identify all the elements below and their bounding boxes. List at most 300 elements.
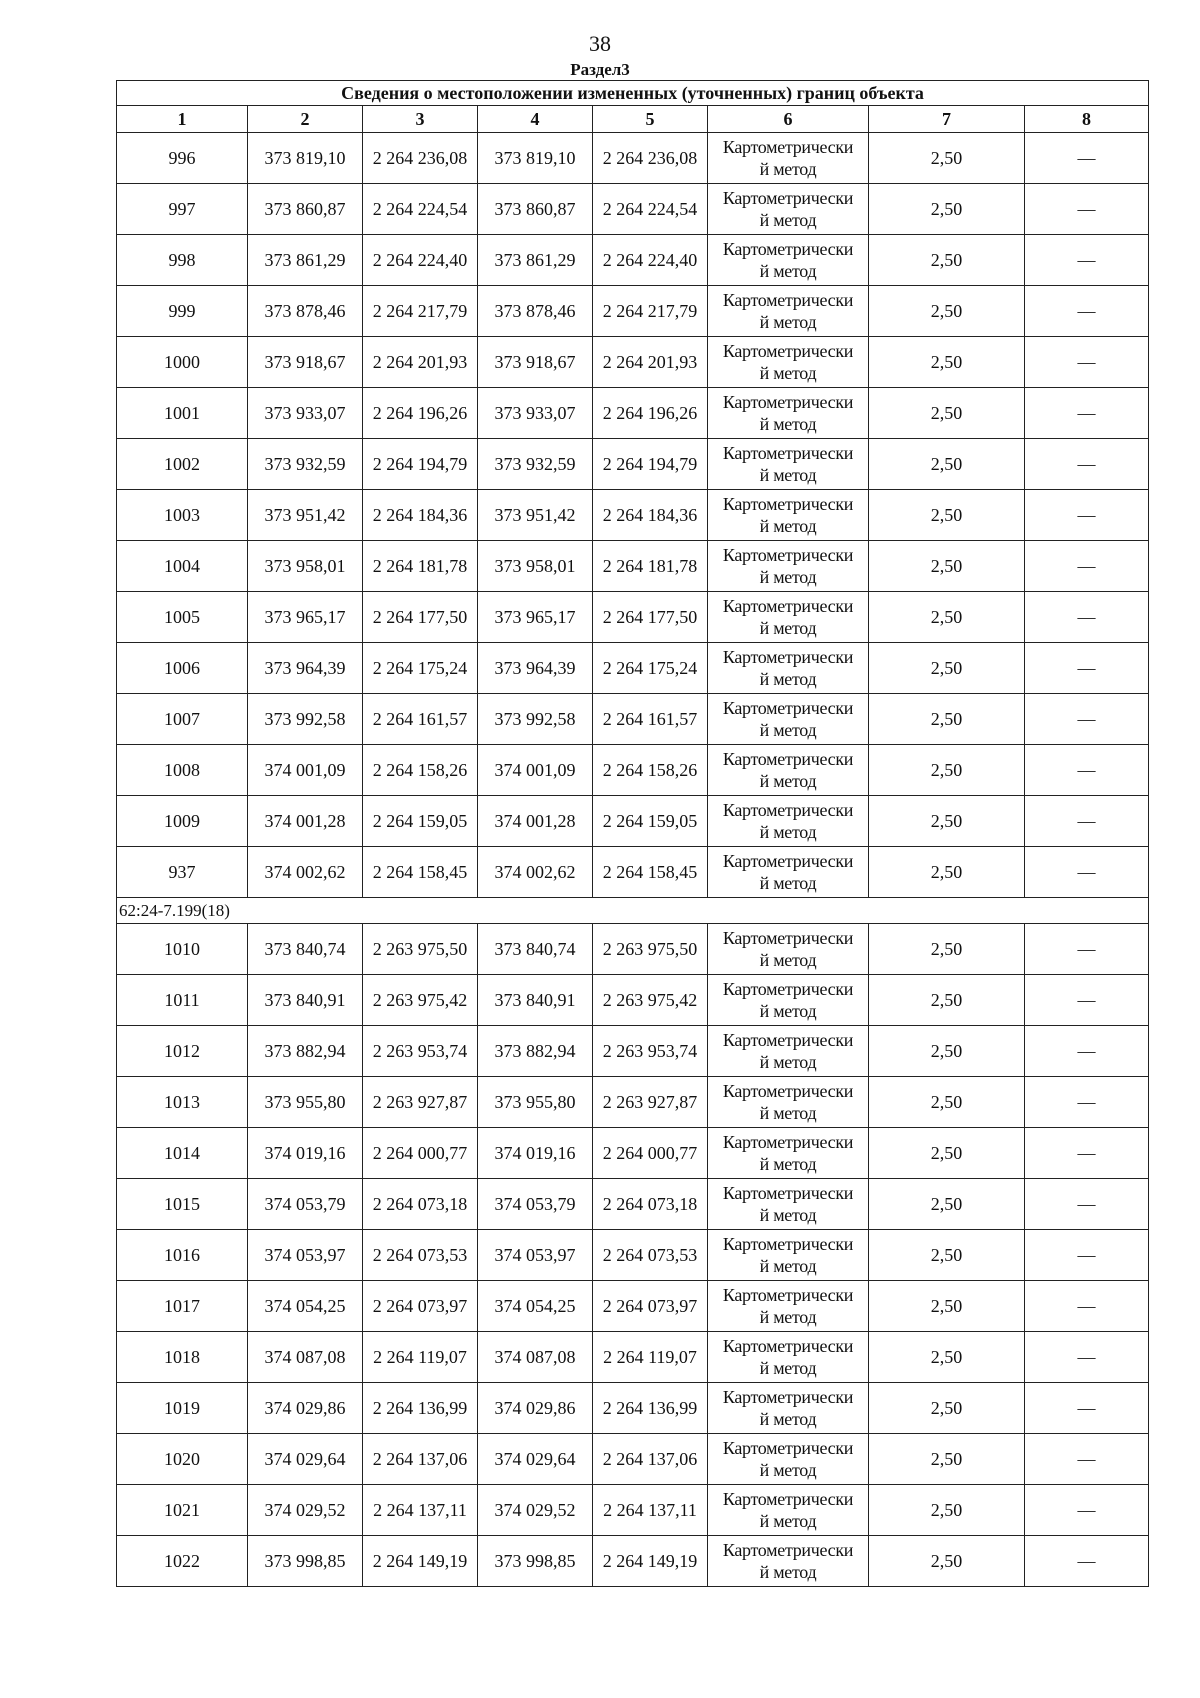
method-text-line1: Картометрически bbox=[722, 1387, 854, 1407]
table-row bbox=[117, 286, 1149, 337]
point-number-cell: 937 bbox=[117, 847, 248, 898]
y-coordinate-cell: 2 264 224,40 bbox=[363, 235, 478, 286]
method-text-line2: й метод bbox=[759, 1562, 817, 1582]
x-coordinate-cell: 373 932,59 bbox=[248, 439, 363, 490]
method-cell bbox=[708, 1077, 869, 1128]
method-text-line1: Картометрически bbox=[722, 851, 854, 871]
method-text-line2: й метод bbox=[759, 720, 817, 740]
method-cell bbox=[708, 745, 869, 796]
method-text-line2: й метод bbox=[759, 1256, 817, 1276]
note-cell: — bbox=[1025, 1026, 1149, 1077]
parcel-group-row bbox=[117, 898, 1149, 924]
y-coordinate-refined-cell: 2 264 175,24 bbox=[593, 643, 708, 694]
x-coordinate-cell: 374 054,25 bbox=[248, 1281, 363, 1332]
point-number-cell: 1012 bbox=[117, 1026, 248, 1077]
note-cell: — bbox=[1025, 924, 1149, 975]
y-coordinate-cell: 2 264 158,45 bbox=[363, 847, 478, 898]
x-coordinate-refined-cell: 374 054,25 bbox=[478, 1281, 593, 1332]
x-coordinate-cell: 373 819,10 bbox=[248, 133, 363, 184]
method-cell bbox=[708, 1485, 869, 1536]
point-number-cell: 1014 bbox=[117, 1128, 248, 1179]
method-cell bbox=[708, 924, 869, 975]
column-number: 3 bbox=[363, 106, 478, 133]
x-coordinate-refined-cell: 374 002,62 bbox=[478, 847, 593, 898]
point-number-cell: 1007 bbox=[117, 694, 248, 745]
method-text-line1: Картометрически bbox=[722, 1132, 854, 1152]
y-coordinate-refined-cell: 2 263 953,74 bbox=[593, 1026, 708, 1077]
y-coordinate-refined-cell: 2 263 975,50 bbox=[593, 924, 708, 975]
method-cell bbox=[708, 490, 869, 541]
accuracy-cell: 2,50 bbox=[869, 388, 1025, 439]
accuracy-cell: 2,50 bbox=[869, 924, 1025, 975]
method-text-line2: й метод bbox=[759, 1358, 817, 1378]
note-cell: — bbox=[1025, 439, 1149, 490]
accuracy-cell: 2,50 bbox=[869, 1026, 1025, 1077]
column-number: 2 bbox=[248, 106, 363, 133]
note-cell: — bbox=[1025, 1383, 1149, 1434]
y-coordinate-refined-cell: 2 264 181,78 bbox=[593, 541, 708, 592]
y-coordinate-refined-cell: 2 264 161,57 bbox=[593, 694, 708, 745]
method-text-line1: Картометрически bbox=[722, 239, 854, 259]
point-number-cell: 1022 bbox=[117, 1536, 248, 1587]
point-number-cell: 998 bbox=[117, 235, 248, 286]
x-coordinate-cell: 373 861,29 bbox=[248, 235, 363, 286]
y-coordinate-cell: 2 264 137,11 bbox=[363, 1485, 478, 1536]
table-row bbox=[117, 1230, 1149, 1281]
y-coordinate-cell: 2 263 927,87 bbox=[363, 1077, 478, 1128]
table-row bbox=[117, 847, 1149, 898]
table-row bbox=[117, 1281, 1149, 1332]
point-number-cell: 999 bbox=[117, 286, 248, 337]
method-cell bbox=[708, 694, 869, 745]
method-text-line2: й метод bbox=[759, 1460, 817, 1480]
x-coordinate-cell: 373 860,87 bbox=[248, 184, 363, 235]
note-cell: — bbox=[1025, 388, 1149, 439]
y-coordinate-refined-cell: 2 264 201,93 bbox=[593, 337, 708, 388]
method-text-line1: Картометрически bbox=[722, 494, 854, 514]
x-coordinate-refined-cell: 373 933,07 bbox=[478, 388, 593, 439]
method-text-line2: й метод bbox=[759, 1205, 817, 1225]
method-text-line2: й метод bbox=[759, 950, 817, 970]
x-coordinate-cell: 374 001,09 bbox=[248, 745, 363, 796]
method-cell bbox=[708, 975, 869, 1026]
y-coordinate-refined-cell: 2 264 073,97 bbox=[593, 1281, 708, 1332]
note-cell: — bbox=[1025, 1434, 1149, 1485]
y-coordinate-refined-cell: 2 264 119,07 bbox=[593, 1332, 708, 1383]
method-cell bbox=[708, 1536, 869, 1587]
x-coordinate-cell: 373 955,80 bbox=[248, 1077, 363, 1128]
x-coordinate-cell: 373 918,67 bbox=[248, 337, 363, 388]
table-row bbox=[117, 643, 1149, 694]
method-text-line2: й метод bbox=[759, 1154, 817, 1174]
y-coordinate-refined-cell: 2 264 217,79 bbox=[593, 286, 708, 337]
method-text-line2: й метод bbox=[759, 1511, 817, 1531]
x-coordinate-cell: 374 001,28 bbox=[248, 796, 363, 847]
x-coordinate-refined-cell: 374 053,97 bbox=[478, 1230, 593, 1281]
x-coordinate-refined-cell: 373 964,39 bbox=[478, 643, 593, 694]
method-cell bbox=[708, 286, 869, 337]
accuracy-cell: 2,50 bbox=[869, 643, 1025, 694]
x-coordinate-cell: 374 002,62 bbox=[248, 847, 363, 898]
point-number-cell: 1001 bbox=[117, 388, 248, 439]
x-coordinate-refined-cell: 373 965,17 bbox=[478, 592, 593, 643]
y-coordinate-cell: 2 264 196,26 bbox=[363, 388, 478, 439]
column-number: 1 bbox=[117, 106, 248, 133]
method-text-line1: Картометрически bbox=[722, 749, 854, 769]
table-caption: Сведения о местоположении измененных (уточненных) границ объекта bbox=[117, 81, 1149, 106]
point-number-cell: 1016 bbox=[117, 1230, 248, 1281]
method-text-line2: й метод bbox=[759, 261, 817, 281]
x-coordinate-cell: 373 840,74 bbox=[248, 924, 363, 975]
accuracy-cell: 2,50 bbox=[869, 796, 1025, 847]
method-text-line2: й метод bbox=[759, 771, 817, 791]
method-text-line1: Картометрически bbox=[722, 979, 854, 999]
x-coordinate-cell: 373 951,42 bbox=[248, 490, 363, 541]
y-coordinate-refined-cell: 2 264 073,18 bbox=[593, 1179, 708, 1230]
note-cell: — bbox=[1025, 796, 1149, 847]
x-coordinate-refined-cell: 374 019,16 bbox=[478, 1128, 593, 1179]
accuracy-cell: 2,50 bbox=[869, 1077, 1025, 1128]
y-coordinate-cell: 2 264 224,54 bbox=[363, 184, 478, 235]
y-coordinate-refined-cell: 2 264 177,50 bbox=[593, 592, 708, 643]
column-number: 5 bbox=[593, 106, 708, 133]
point-number-cell: 1020 bbox=[117, 1434, 248, 1485]
y-coordinate-cell: 2 264 000,77 bbox=[363, 1128, 478, 1179]
x-coordinate-refined-cell: 374 029,86 bbox=[478, 1383, 593, 1434]
method-text-line2: й метод bbox=[759, 1409, 817, 1429]
column-number: 4 bbox=[478, 106, 593, 133]
accuracy-cell: 2,50 bbox=[869, 184, 1025, 235]
accuracy-cell: 2,50 bbox=[869, 694, 1025, 745]
method-text-line1: Картометрически bbox=[722, 1540, 854, 1560]
column-number: 7 bbox=[869, 106, 1025, 133]
table-row bbox=[117, 1434, 1149, 1485]
note-cell: — bbox=[1025, 592, 1149, 643]
accuracy-cell: 2,50 bbox=[869, 1128, 1025, 1179]
accuracy-cell: 2,50 bbox=[869, 235, 1025, 286]
point-number-cell: 1004 bbox=[117, 541, 248, 592]
y-coordinate-cell: 2 263 975,50 bbox=[363, 924, 478, 975]
accuracy-cell: 2,50 bbox=[869, 1230, 1025, 1281]
note-cell: — bbox=[1025, 1230, 1149, 1281]
method-cell bbox=[708, 1128, 869, 1179]
note-cell: — bbox=[1025, 1077, 1149, 1128]
table-row bbox=[117, 694, 1149, 745]
accuracy-cell: 2,50 bbox=[869, 1383, 1025, 1434]
point-number-cell: 1000 bbox=[117, 337, 248, 388]
method-text-line2: й метод bbox=[759, 618, 817, 638]
method-cell bbox=[708, 1281, 869, 1332]
x-coordinate-refined-cell: 373 998,85 bbox=[478, 1536, 593, 1587]
table-row bbox=[117, 1383, 1149, 1434]
note-cell: — bbox=[1025, 490, 1149, 541]
point-number-cell: 1015 bbox=[117, 1179, 248, 1230]
y-coordinate-cell: 2 264 194,79 bbox=[363, 439, 478, 490]
note-cell: — bbox=[1025, 1485, 1149, 1536]
point-number-cell: 1002 bbox=[117, 439, 248, 490]
accuracy-cell: 2,50 bbox=[869, 1332, 1025, 1383]
table-row bbox=[117, 235, 1149, 286]
table-row bbox=[117, 541, 1149, 592]
x-coordinate-cell: 374 029,52 bbox=[248, 1485, 363, 1536]
x-coordinate-cell: 373 933,07 bbox=[248, 388, 363, 439]
y-coordinate-refined-cell: 2 264 159,05 bbox=[593, 796, 708, 847]
x-coordinate-cell: 374 029,86 bbox=[248, 1383, 363, 1434]
method-text-line2: й метод bbox=[759, 1103, 817, 1123]
y-coordinate-refined-cell: 2 264 158,26 bbox=[593, 745, 708, 796]
note-cell: — bbox=[1025, 1536, 1149, 1587]
method-text-line2: й метод bbox=[759, 567, 817, 587]
x-coordinate-refined-cell: 373 819,10 bbox=[478, 133, 593, 184]
y-coordinate-cell: 2 264 149,19 bbox=[363, 1536, 478, 1587]
accuracy-cell: 2,50 bbox=[869, 337, 1025, 388]
method-text-line1: Картометрически bbox=[722, 137, 854, 157]
point-number-cell: 1010 bbox=[117, 924, 248, 975]
method-cell bbox=[708, 1383, 869, 1434]
y-coordinate-refined-cell: 2 264 136,99 bbox=[593, 1383, 708, 1434]
note-cell: — bbox=[1025, 643, 1149, 694]
x-coordinate-refined-cell: 374 087,08 bbox=[478, 1332, 593, 1383]
method-cell bbox=[708, 1026, 869, 1077]
method-text-line1: Картометрически bbox=[722, 1438, 854, 1458]
table-body bbox=[117, 133, 1149, 1587]
point-number-cell: 1005 bbox=[117, 592, 248, 643]
x-coordinate-refined-cell: 373 840,74 bbox=[478, 924, 593, 975]
accuracy-cell: 2,50 bbox=[869, 1485, 1025, 1536]
y-coordinate-refined-cell: 2 264 184,36 bbox=[593, 490, 708, 541]
x-coordinate-refined-cell: 374 053,79 bbox=[478, 1179, 593, 1230]
point-number-cell: 997 bbox=[117, 184, 248, 235]
y-coordinate-refined-cell: 2 264 137,06 bbox=[593, 1434, 708, 1485]
note-cell: — bbox=[1025, 337, 1149, 388]
x-coordinate-cell: 374 053,79 bbox=[248, 1179, 363, 1230]
y-coordinate-cell: 2 264 158,26 bbox=[363, 745, 478, 796]
method-text-line1: Картометрически bbox=[722, 341, 854, 361]
method-text-line1: Картометрически bbox=[722, 698, 854, 718]
x-coordinate-refined-cell: 373 992,58 bbox=[478, 694, 593, 745]
point-number-cell: 1017 bbox=[117, 1281, 248, 1332]
method-text-line2: й метод bbox=[759, 516, 817, 536]
x-coordinate-cell: 374 087,08 bbox=[248, 1332, 363, 1383]
y-coordinate-cell: 2 263 975,42 bbox=[363, 975, 478, 1026]
method-text-line2: й метод bbox=[759, 159, 817, 179]
y-coordinate-refined-cell: 2 264 224,54 bbox=[593, 184, 708, 235]
y-coordinate-cell: 2 264 119,07 bbox=[363, 1332, 478, 1383]
table-row bbox=[117, 975, 1149, 1026]
y-coordinate-cell: 2 264 217,79 bbox=[363, 286, 478, 337]
table-row bbox=[117, 1179, 1149, 1230]
note-cell: — bbox=[1025, 133, 1149, 184]
method-text-line2: й метод bbox=[759, 210, 817, 230]
x-coordinate-cell: 374 029,64 bbox=[248, 1434, 363, 1485]
accuracy-cell: 2,50 bbox=[869, 439, 1025, 490]
y-coordinate-cell: 2 264 073,18 bbox=[363, 1179, 478, 1230]
point-number-cell: 1003 bbox=[117, 490, 248, 541]
x-coordinate-refined-cell: 374 029,64 bbox=[478, 1434, 593, 1485]
y-coordinate-cell: 2 264 236,08 bbox=[363, 133, 478, 184]
x-coordinate-cell: 373 998,85 bbox=[248, 1536, 363, 1587]
x-coordinate-cell: 374 053,97 bbox=[248, 1230, 363, 1281]
x-coordinate-refined-cell: 373 918,67 bbox=[478, 337, 593, 388]
accuracy-cell: 2,50 bbox=[869, 1536, 1025, 1587]
y-coordinate-cell: 2 264 201,93 bbox=[363, 337, 478, 388]
note-cell: — bbox=[1025, 975, 1149, 1026]
method-cell bbox=[708, 847, 869, 898]
note-cell: — bbox=[1025, 745, 1149, 796]
accuracy-cell: 2,50 bbox=[869, 133, 1025, 184]
accuracy-cell: 2,50 bbox=[869, 975, 1025, 1026]
boundary-coordinates-table bbox=[116, 80, 1149, 1587]
table-row bbox=[117, 1128, 1149, 1179]
y-coordinate-cell: 2 264 073,97 bbox=[363, 1281, 478, 1332]
method-text-line1: Картометрически bbox=[722, 1030, 854, 1050]
point-number-cell: 1011 bbox=[117, 975, 248, 1026]
section-label: Раздел3 bbox=[570, 60, 630, 79]
x-coordinate-refined-cell: 374 001,09 bbox=[478, 745, 593, 796]
y-coordinate-cell: 2 264 161,57 bbox=[363, 694, 478, 745]
point-number-cell: 1006 bbox=[117, 643, 248, 694]
x-coordinate-cell: 373 878,46 bbox=[248, 286, 363, 337]
y-coordinate-cell: 2 264 181,78 bbox=[363, 541, 478, 592]
method-text-line2: й метод bbox=[759, 465, 817, 485]
x-coordinate-cell: 373 992,58 bbox=[248, 694, 363, 745]
y-coordinate-cell: 2 264 073,53 bbox=[363, 1230, 478, 1281]
note-cell: — bbox=[1025, 847, 1149, 898]
accuracy-cell: 2,50 bbox=[869, 490, 1025, 541]
y-coordinate-refined-cell: 2 264 194,79 bbox=[593, 439, 708, 490]
accuracy-cell: 2,50 bbox=[869, 745, 1025, 796]
table-caption-row bbox=[117, 81, 1149, 106]
x-coordinate-refined-cell: 373 878,46 bbox=[478, 286, 593, 337]
x-coordinate-refined-cell: 373 882,94 bbox=[478, 1026, 593, 1077]
table-row bbox=[117, 490, 1149, 541]
method-cell bbox=[708, 1332, 869, 1383]
point-number-cell: 1019 bbox=[117, 1383, 248, 1434]
method-text-line1: Картометрически bbox=[722, 596, 854, 616]
y-coordinate-cell: 2 264 136,99 bbox=[363, 1383, 478, 1434]
method-text-line1: Картометрически bbox=[722, 800, 854, 820]
method-cell bbox=[708, 439, 869, 490]
method-text-line2: й метод bbox=[759, 822, 817, 842]
x-coordinate-cell: 373 958,01 bbox=[248, 541, 363, 592]
accuracy-cell: 2,50 bbox=[869, 1281, 1025, 1332]
method-text-line1: Картометрически bbox=[722, 1489, 854, 1509]
page-number: 38 bbox=[589, 31, 611, 56]
x-coordinate-refined-cell: 373 861,29 bbox=[478, 235, 593, 286]
x-coordinate-refined-cell: 374 001,28 bbox=[478, 796, 593, 847]
note-cell: — bbox=[1025, 694, 1149, 745]
y-coordinate-refined-cell: 2 264 073,53 bbox=[593, 1230, 708, 1281]
accuracy-cell: 2,50 bbox=[869, 847, 1025, 898]
x-coordinate-refined-cell: 373 932,59 bbox=[478, 439, 593, 490]
method-cell bbox=[708, 796, 869, 847]
method-text-line2: й метод bbox=[759, 363, 817, 383]
table-row bbox=[117, 592, 1149, 643]
note-cell: — bbox=[1025, 1128, 1149, 1179]
x-coordinate-refined-cell: 373 958,01 bbox=[478, 541, 593, 592]
method-cell bbox=[708, 1434, 869, 1485]
table-row bbox=[117, 1026, 1149, 1077]
table-row bbox=[117, 924, 1149, 975]
method-text-line2: й метод bbox=[759, 1052, 817, 1072]
note-cell: — bbox=[1025, 1281, 1149, 1332]
y-coordinate-refined-cell: 2 264 224,40 bbox=[593, 235, 708, 286]
table-row bbox=[117, 796, 1149, 847]
method-cell bbox=[708, 235, 869, 286]
method-cell bbox=[708, 541, 869, 592]
column-number: 6 bbox=[708, 106, 869, 133]
note-cell: — bbox=[1025, 541, 1149, 592]
point-number-cell: 1021 bbox=[117, 1485, 248, 1536]
table-row bbox=[117, 745, 1149, 796]
method-text-line1: Картометрически bbox=[722, 1183, 854, 1203]
x-coordinate-refined-cell: 373 955,80 bbox=[478, 1077, 593, 1128]
method-text-line1: Картометрически bbox=[722, 545, 854, 565]
table-row bbox=[117, 439, 1149, 490]
y-coordinate-cell: 2 264 159,05 bbox=[363, 796, 478, 847]
x-coordinate-refined-cell: 373 860,87 bbox=[478, 184, 593, 235]
x-coordinate-cell: 373 965,17 bbox=[248, 592, 363, 643]
table-row bbox=[117, 1077, 1149, 1128]
table-row bbox=[117, 337, 1149, 388]
method-text-line2: й метод bbox=[759, 1307, 817, 1327]
x-coordinate-cell: 373 882,94 bbox=[248, 1026, 363, 1077]
table-row bbox=[117, 133, 1149, 184]
table-row bbox=[117, 1536, 1149, 1587]
method-cell bbox=[708, 1179, 869, 1230]
method-text-line2: й метод bbox=[759, 312, 817, 332]
method-cell bbox=[708, 133, 869, 184]
note-cell: — bbox=[1025, 286, 1149, 337]
note-cell: — bbox=[1025, 1179, 1149, 1230]
y-coordinate-cell: 2 264 184,36 bbox=[363, 490, 478, 541]
method-text-line1: Картометрически bbox=[722, 1336, 854, 1356]
point-number-cell: 1008 bbox=[117, 745, 248, 796]
method-cell bbox=[708, 337, 869, 388]
x-coordinate-refined-cell: 373 951,42 bbox=[478, 490, 593, 541]
method-text-line1: Картометрически bbox=[722, 443, 854, 463]
table-row bbox=[117, 1332, 1149, 1383]
point-number-cell: 996 bbox=[117, 133, 248, 184]
note-cell: — bbox=[1025, 1332, 1149, 1383]
accuracy-cell: 2,50 bbox=[869, 286, 1025, 337]
method-text-line1: Картометрически bbox=[722, 392, 854, 412]
y-coordinate-refined-cell: 2 264 236,08 bbox=[593, 133, 708, 184]
x-coordinate-refined-cell: 373 840,91 bbox=[478, 975, 593, 1026]
y-coordinate-refined-cell: 2 263 975,42 bbox=[593, 975, 708, 1026]
accuracy-cell: 2,50 bbox=[869, 592, 1025, 643]
table-row bbox=[117, 1485, 1149, 1536]
accuracy-cell: 2,50 bbox=[869, 1434, 1025, 1485]
method-text-line1: Картометрически bbox=[722, 1081, 854, 1101]
table-row bbox=[117, 388, 1149, 439]
x-coordinate-cell: 373 964,39 bbox=[248, 643, 363, 694]
method-text-line2: й метод bbox=[759, 1001, 817, 1021]
y-coordinate-cell: 2 264 175,24 bbox=[363, 643, 478, 694]
parcel-number-label: 62:24-7.199(18) bbox=[117, 898, 1149, 924]
y-coordinate-refined-cell: 2 264 137,11 bbox=[593, 1485, 708, 1536]
column-number-row bbox=[117, 106, 1149, 133]
method-cell bbox=[708, 184, 869, 235]
method-text-line1: Картометрически bbox=[722, 1285, 854, 1305]
y-coordinate-refined-cell: 2 264 158,45 bbox=[593, 847, 708, 898]
y-coordinate-refined-cell: 2 264 149,19 bbox=[593, 1536, 708, 1587]
note-cell: — bbox=[1025, 235, 1149, 286]
method-cell bbox=[708, 1230, 869, 1281]
y-coordinate-refined-cell: 2 264 196,26 bbox=[593, 388, 708, 439]
column-number: 8 bbox=[1025, 106, 1149, 133]
point-number-cell: 1009 bbox=[117, 796, 248, 847]
